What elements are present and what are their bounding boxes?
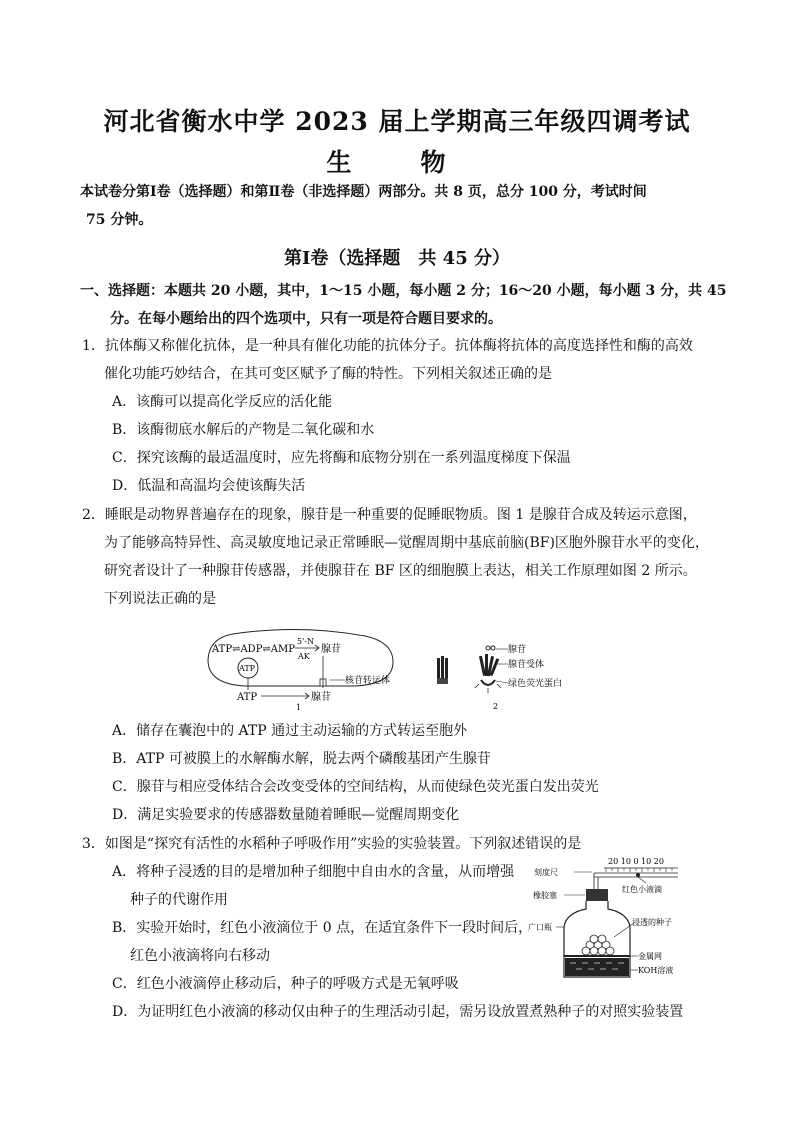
q3-apparatus-figure — [528, 855, 708, 985]
fig3-red-drop — [636, 873, 640, 877]
q1-option-a: A．该酶可以提高化学反应的活化能 — [112, 394, 333, 410]
section-instructions-1: 一、选择题：本题共 20 小题，其中，1～15 小题，每小题 2 分；16～20 小题，每小题 3 分，共 45 — [80, 283, 727, 299]
q1-stem-2: 催化功能巧妙结合，在其可变区赋予了酶的特性。下列相关叙述正确的是 — [104, 366, 552, 382]
section-title: 第Ⅰ卷（选择题 共 45 分） — [283, 248, 510, 269]
q2-stem-1: 2．睡眠是动物界普遍存在的现象，腺苷是一种重要的促睡眠物质。图 1 是腺苷合成及转运示意图， — [82, 507, 697, 523]
fig3-koh-solution — [565, 958, 629, 976]
fig1-transporter-label: 核苷转运体 — [345, 676, 391, 686]
q1-option-c: C．探究该酶的最适温度时，应先将酶和底物分别在一系列温度梯度下保温 — [112, 450, 571, 466]
fig1-enzyme-top: 5'-N — [297, 637, 314, 646]
q3-option-b-1: B．实验开始时，红色小液滴位于 0 点，在适宜条件下一段时间后， — [112, 920, 533, 936]
fig1-atp-out: ATP — [237, 692, 258, 703]
q3-option-a-2: 种子的代谢作用 — [130, 892, 228, 908]
q3-stem: 3．如图是“探究有活性的水稻种子呼吸作用”实验的实验装置。下列叙述错误的是 — [82, 836, 582, 852]
fig2-adenosine-label: 腺苷 — [508, 645, 527, 655]
q3-option-d: D．为证明红色小液滴的移动仅由种子的生理活动引起，需另设放置煮熟种子的对照实验装置 — [112, 1004, 684, 1020]
fig3-scale-numbers: 20 10 0 10 20 — [608, 857, 664, 866]
q2-stem-3: 研究者设计了一种腺苷传感器，并使腺苷在 BF 区的细胞膜上表达，相关工作原理如图 2 所示。 — [104, 563, 697, 579]
fig3-stopper-label: 橡胶塞 — [533, 891, 557, 900]
fig1-caption: 1 — [296, 703, 302, 710]
fig3-mesh-label: 金属网 — [638, 952, 662, 961]
q1-option-d: D．低温和高温均会使该酶失活 — [112, 478, 306, 494]
q2-stem-4: 下列说法正确的是 — [104, 591, 216, 607]
q2-option-a: A．储存在囊泡中的 ATP 通过主动运输的方式转运至胞外 — [112, 723, 468, 739]
q1-stem-1: 1．抗体酶又称催化抗体，是一种具有催化功能的抗体分子。抗体酶将抗体的高度选择性和酶的高效 — [82, 338, 693, 354]
q2-stem-2: 为了能够高特异性、高灵敏度地记录正常睡眠—觉醒周期中基底前脑(BF)区胞外腺苷水平的变化， — [104, 535, 709, 551]
intro-line-2: 75 分钟。 — [86, 212, 153, 228]
q2-option-b: B．ATP 可被膜上的水解酶水解，脱去两个磷酸基团产生腺苷 — [112, 751, 491, 767]
q3-option-b-2: 红色小液滴将向右移动 — [130, 948, 270, 964]
fig1-reaction-text: ATP⇌ADP⇌AMP — [212, 644, 295, 655]
exam-title: 河北省衡水中学 2023 届上学期高三年级四调考试 — [103, 107, 691, 136]
fig1-vesicle-atp: ATP — [239, 664, 256, 673]
section-instructions-2: 分。在每小题给出的四个选项中，只有一项是符合题目要求的。 — [110, 311, 502, 327]
q1-option-b: B．该酶彻底水解后的产物是二氧化碳和水 — [112, 422, 375, 438]
fig3-stopper — [586, 889, 608, 901]
q2-option-d: D．满足实验要求的传感器数量随着睡眠—觉醒周期变化 — [112, 807, 460, 823]
q2-figure-2 — [433, 640, 568, 710]
fig2-receptor-label: 腺苷受体 — [508, 660, 545, 670]
intro-line-1: 本试卷分第Ⅰ卷（选择题）和第Ⅱ卷（非选择题）两部分。共 8 页，总分 100 分，考试时间 — [80, 184, 647, 200]
fig2-caption: 2 — [493, 702, 499, 710]
fig3-ruler-label: 刻度尺 — [534, 868, 558, 877]
fig3-seeds — [582, 935, 614, 955]
fig1-adenosine-inner: 腺苷 — [321, 644, 341, 655]
q2-figure-1 — [205, 628, 410, 710]
fig2-gfp-label: 绿色荧光蛋白 — [508, 679, 563, 689]
q2-option-c: C．腺苷与相应受体结合会改变受体的空间结构，从而使绿色荧光蛋白发出荧光 — [112, 779, 599, 795]
fig3-koh-label: KOH溶液 — [638, 966, 674, 975]
fig1-adenosine-out: 腺苷 — [311, 692, 331, 703]
fig3-seeds-label: 浸透的种子 — [632, 918, 672, 927]
fig3-red-drop-label: 红色小液滴 — [622, 885, 662, 894]
q3-option-c: C．红色小液滴停止移动后，种子的呼吸方式是无氧呼吸 — [112, 976, 459, 992]
q3-option-a-1: A．将种子浸透的目的是增加种子细胞中自由水的含量，从而增强 — [112, 864, 515, 880]
fig1-enzyme-bottom: AK — [298, 652, 310, 661]
exam-subject: 生 物 — [326, 148, 468, 177]
fig3-bottle-label: 广口瓶 — [528, 923, 552, 932]
